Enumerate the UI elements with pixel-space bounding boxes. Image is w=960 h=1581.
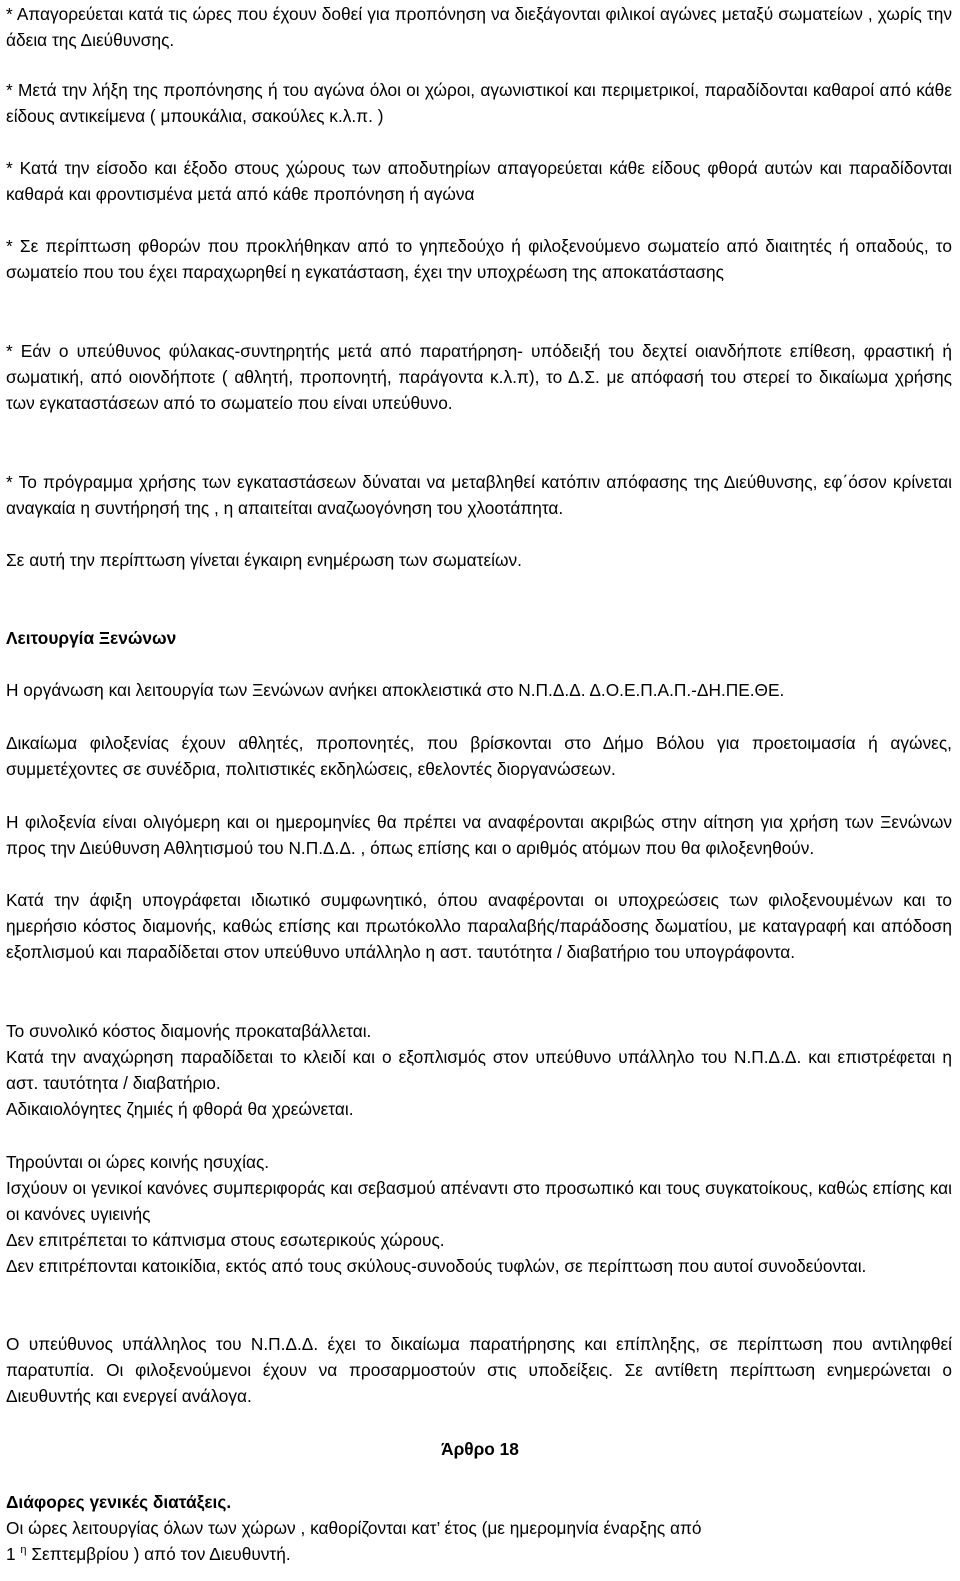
paragraph-staff-rights: Ο υπεύθυνος υπάλληλος του Ν.Π.Δ.Δ. έχει το δικαίωμα παρατήρησης και επίπληξης, σε περίπτωση που αντιληφθεί παρατυπία. Οι φιλοξενούμενοι έχουν να προσαρμοστούν στις υποδείξεις. Σε αντίθετη περίπτωση ενημερώνεται ο Διευθυντής και ενεργεί ανάλογα. — [6, 1334, 952, 1406]
article-title: Άρθρο 18 — [441, 1439, 519, 1459]
paragraph-friendly-matches: * Απαγορεύεται κατά τις ώρες που έχουν δοθεί για προπόνηση να διεξάγονται φιλικοί αγώνες μεταξύ σωματείων , χωρίς την άδεια της Διεύθυνσης. — [6, 4, 952, 50]
section-heading-hostels: Λειτουργία Ξενώνων — [6, 628, 177, 648]
paragraph-hostel-damages: Αδικαιολόγητες ζημιές ή φθορά θα χρεώνεται. — [6, 1099, 354, 1119]
paragraph-damages: * Σε περίπτωση φθορών που προκλήθηκαν από το γηπεδούχο ή φιλοξενούμενο σωματείο από διαιτητές ή οπαδούς, το σωματείο που του έχει παραχωρηθεί η εγκατάσταση, έχει την υποχρέωση της αποκατάστασης — [6, 236, 952, 282]
paragraph-hostel-eligibility: Δικαίωμα φιλοξενίας έχουν αθλητές, προπονητές, που βρίσκονται στο Δήμο Βόλου για προετοιμασία ή αγώνες, συμμετέχοντες σε συνέδρια, πολιτιστικές εκδηλώσεις, εθελοντές διοργανώσεων. — [6, 733, 952, 779]
paragraph-notification: Σε αυτή την περίπτωση γίνεται έγκαιρη ενημέρωση των σωματείων. — [6, 550, 522, 570]
paragraph-hostel-departure: Κατά την αναχώρηση παραδίδεται το κλειδί και ο εξοπλισμός στον υπεύθυνο υπάλληλο του Ν.Π.Δ.Δ. και επιστρέφεται η αστ. ταυτότητα / διαβατήριο. — [6, 1047, 952, 1093]
paragraph-after-training: * Μετά την λήξη της προπόνησης ή του αγώνα όλοι οι χώροι, αγωνιστικοί και περιμετρικοί, παραδίδονται καθαροί από κάθε είδους αντικείμενα ( μπουκάλια, σακούλες κ.λ.π. ) — [6, 80, 952, 126]
paragraph-no-smoking: Δεν επιτρέπεται το κάπνισμα στους εσωτερικούς χώρους. — [6, 1230, 445, 1250]
paragraph-no-pets: Δεν επιτρέπονται κατοικίδια, εκτός από τους σκύλους-συνοδούς τυφλών, σε περίπτωση που αυτοί συνοδεύονται. — [6, 1256, 867, 1276]
paragraph-locker-rooms: * Κατά την είσοδο και έξοδο στους χώρους των αποδυτηρίων απαγορεύεται κάθε είδους φθορά αυτών και παραδίδονται καθαρά και φροντισμένα μετά από κάθε προπόνηση ή αγώνα — [6, 158, 952, 204]
paragraph-quiet-hours: Τηρούνται οι ώρες κοινής ησυχίας. — [6, 1152, 270, 1172]
paragraph-hostel-prepayment: Το συνολικό κόστος διαμονής προκαταβάλλεται. — [6, 1021, 372, 1041]
paragraph-hostel-duration: Η φιλοξενία είναι ολιγόμερη και οι ημερομηνίες θα πρέπει να αναφέρονται ακριβώς στην αίτηση για χρήση των Ξενώνων προς την Διεύθυνση Αθλητισμού του Ν.Π.Δ.Δ. , όπως επίσης και ο αριθμός ατόμων που θα φιλοξενηθούν. — [6, 812, 952, 858]
paragraph-operating-hours-line1: Οι ώρες λειτουργίας όλων των χώρων , καθορίζονται κατ’ έτος (με ημερομηνία έναρξης από — [6, 1518, 702, 1538]
section-heading-general-provisions: Διάφορες γενικές διατάξεις. — [6, 1492, 232, 1512]
paragraph-attack: * Εάν ο υπεύθυνος φύλακας-συντηρητής μετά από παρατήρηση- υπόδειξή του δεχτεί οιανδήποτε επίθεση, φραστική ή σωματική, από οιονδήποτε ( αθλητή, προπονητή, παράγοντα κ.λ.π), το Δ.Σ. με απόφασή του στερεί το δικαίωμα χρήσης των εγκαταστάσεων από το σωματείο που είναι υπεύθυνο. — [6, 341, 952, 413]
paragraph-behavior-rules: Ισχύουν οι γενικοί κανόνες συμπεριφοράς και σεβασμού απέναντι στο προσωπικό και τους συγκατοίκους, καθώς επίσης και οι κανόνες υγιεινής — [6, 1178, 952, 1224]
ordinal-superscript: η — [20, 1544, 27, 1557]
paragraph-schedule-change: * Το πρόγραμμα χρήσης των εγκαταστάσεων δύναται να μεταβληθεί κατόπιν απόφασης της Διεύθυνσης, εφ΄όσον κρίνεται αναγκαία η συντήρησή της , η απαιτείται αναζωογόνηση του χλοοτάπητα. — [6, 472, 952, 518]
date-rest: Σεπτεμβρίου ) από τον Διευθυντή. — [26, 1544, 291, 1564]
paragraph-hostel-organization: Η οργάνωση και λειτουργία των Ξενώνων ανήκει αποκλειστικά στο Ν.Π.Δ.Δ. Δ.Ο.Ε.Π.Α.Π.-ΔΗ.ΠΕ.ΘΕ. — [6, 680, 785, 700]
paragraph-operating-hours-line2 — [6, 1541, 952, 1567]
paragraph-hostel-arrival: Κατά την άφιξη υπογράφεται ιδιωτικό συμφωνητικό, όπου αναφέρονται οι υποχρεώσεις των φιλοξενουμένων και το ημερήσιο κόστος διαμονής, καθώς επίσης και πρωτόκολλο παραλαβής/παράδοσης δωματίου, με καταγραφή και απόδοση εξοπλισμού και παραδίδεται στον υπεύθυνο υπάλληλο η αστ. ταυτότητα / διαβατήριο του υπογράφοντα. — [6, 890, 952, 962]
date-number: 1 — [6, 1544, 21, 1564]
